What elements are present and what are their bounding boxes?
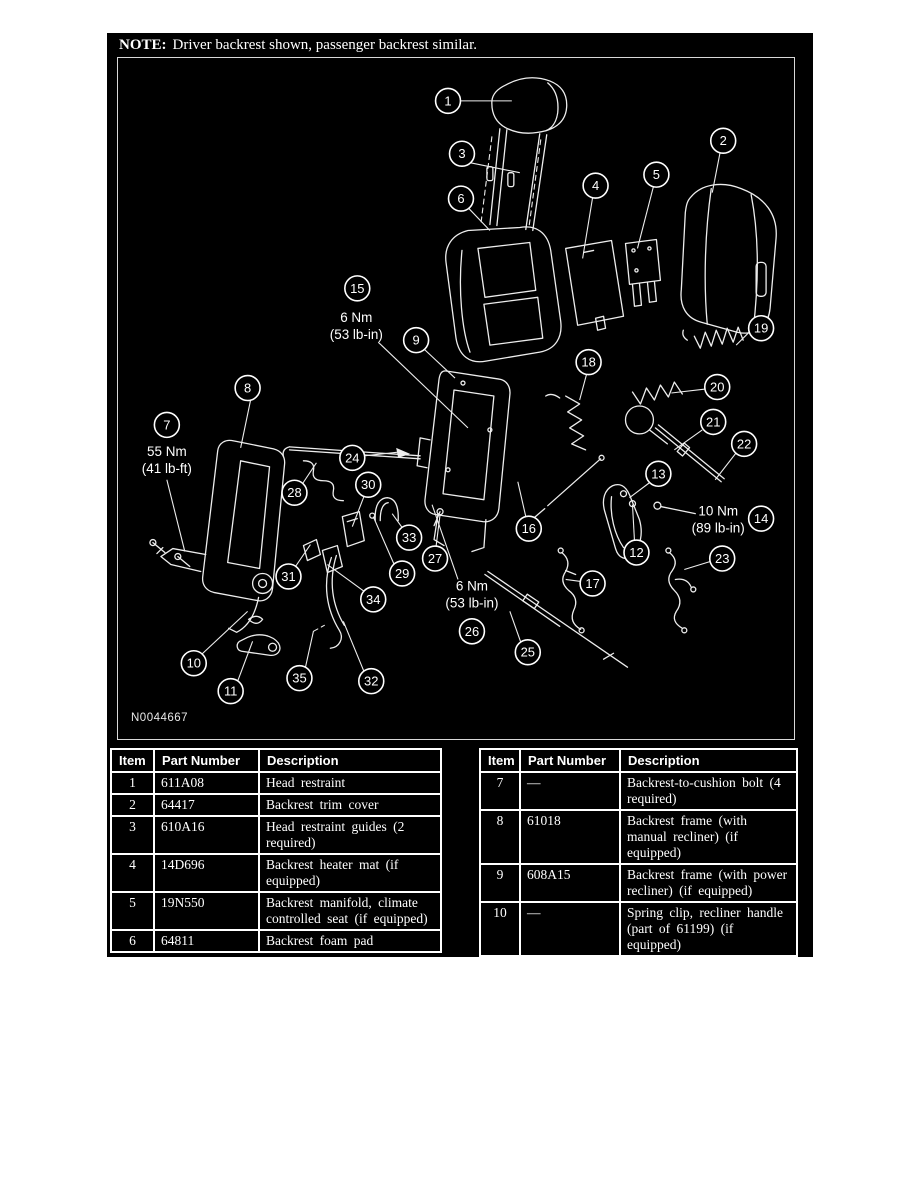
callout-number: 1 bbox=[444, 93, 452, 109]
torque-label-14 bbox=[692, 504, 745, 536]
callout-leader-line bbox=[468, 208, 490, 231]
callout-4 bbox=[583, 173, 608, 258]
cell-item: 9 bbox=[480, 864, 520, 902]
callout-22 bbox=[715, 431, 756, 479]
callout-number: 10 bbox=[186, 655, 201, 671]
callout-number: 27 bbox=[427, 551, 443, 567]
callout-leader-line bbox=[424, 349, 455, 378]
callout-number: 3 bbox=[458, 146, 466, 162]
cell-desc: Head restraint bbox=[259, 772, 441, 794]
callout-leader-line bbox=[637, 187, 653, 249]
col-header-item: Item bbox=[111, 749, 154, 772]
table-row bbox=[111, 772, 441, 794]
callout-3 bbox=[450, 141, 520, 172]
callout-leader-line bbox=[632, 505, 634, 541]
callout-number: 4 bbox=[591, 178, 600, 194]
callout-number: 5 bbox=[652, 167, 661, 183]
cell-item: 10 bbox=[480, 902, 520, 956]
callout-number: 35 bbox=[292, 670, 307, 686]
figure-id: N0044667 bbox=[131, 712, 189, 724]
cell-item: 3 bbox=[111, 816, 154, 854]
callout-9 bbox=[404, 328, 455, 378]
trim-cover-art bbox=[681, 184, 776, 333]
callout-number: 33 bbox=[401, 530, 417, 546]
table-row bbox=[111, 892, 441, 930]
harness17-art bbox=[558, 548, 584, 633]
callout-leader-line bbox=[736, 332, 749, 345]
note bbox=[119, 37, 477, 54]
callout-number: 14 bbox=[753, 511, 769, 527]
callout-number: 21 bbox=[706, 414, 721, 430]
callout-number: 25 bbox=[520, 644, 535, 660]
table-row bbox=[111, 854, 441, 892]
power-frame-art bbox=[417, 371, 510, 552]
cell-item: 5 bbox=[111, 892, 154, 930]
callout-32 bbox=[343, 621, 383, 693]
cell-part: — bbox=[520, 902, 620, 956]
callout-number: 13 bbox=[651, 466, 666, 482]
callout-33 bbox=[392, 514, 421, 550]
cell-item: 7 bbox=[480, 772, 520, 810]
cell-part: 608A15 bbox=[520, 864, 620, 902]
table-header-row bbox=[480, 749, 797, 772]
torque-label-line: (41 lb-ft) bbox=[141, 460, 192, 476]
callout-35 bbox=[287, 631, 313, 690]
heater-mat-art bbox=[566, 240, 624, 330]
callout-leader-line bbox=[580, 374, 587, 400]
callout-14 bbox=[749, 506, 774, 531]
note-label: NOTE: bbox=[119, 37, 167, 53]
callout-number: 15 bbox=[350, 280, 365, 296]
callout-number: 2 bbox=[719, 133, 727, 149]
callout-leader-line bbox=[202, 611, 248, 654]
cell-part: 14D696 bbox=[154, 854, 259, 892]
cell-item: 2 bbox=[111, 794, 154, 816]
continued-note-left: (Continued) bbox=[114, 956, 175, 970]
table-row bbox=[480, 902, 797, 956]
callout-24 bbox=[340, 445, 401, 470]
callout-number: 23 bbox=[715, 551, 730, 567]
callout-leader-line bbox=[629, 483, 649, 498]
cell-part: 64417 bbox=[154, 794, 259, 816]
table-row bbox=[111, 930, 441, 952]
manifold-bracket-art bbox=[625, 239, 660, 306]
torque-label-line: (53 lb-in) bbox=[329, 327, 383, 343]
callout-leader-line bbox=[684, 562, 710, 570]
callout-number: 8 bbox=[244, 380, 252, 396]
torque-label-line: 10 Nm bbox=[698, 503, 739, 519]
callout-number: 11 bbox=[223, 683, 238, 699]
callout-leader-line bbox=[518, 482, 526, 517]
callout-number: 6 bbox=[457, 191, 465, 207]
cell-desc: Head restraint guides (2 required) bbox=[259, 816, 441, 854]
torque-label-line: (53 lb-in) bbox=[445, 595, 499, 611]
parts-table bbox=[479, 748, 798, 995]
callout-8 bbox=[235, 376, 260, 448]
callout-leader-line bbox=[238, 641, 253, 681]
callout-23 bbox=[684, 546, 734, 571]
col-header-description: Description bbox=[259, 749, 441, 772]
figure-panel bbox=[107, 33, 813, 1012]
callout-leader-line bbox=[343, 621, 364, 672]
cell-part: 61199 bbox=[520, 956, 620, 994]
cell-desc: Backrest trim cover bbox=[259, 794, 441, 816]
cell-part: — bbox=[520, 772, 620, 810]
callout-leader-line bbox=[510, 611, 521, 642]
torque-label-line: 55 Nm bbox=[147, 443, 187, 459]
col-header-description: Description bbox=[620, 749, 797, 772]
cell-desc: Backrest foam pad bbox=[259, 930, 441, 952]
cell-item: 4 bbox=[111, 854, 154, 892]
callout-number: 22 bbox=[736, 436, 752, 452]
callout-16 bbox=[516, 482, 541, 541]
callout-leader-line bbox=[241, 400, 251, 448]
callout-18 bbox=[576, 350, 601, 400]
callout-15 bbox=[345, 276, 468, 428]
callout-34 bbox=[327, 565, 385, 612]
cell-desc: Backrest-to-cushion bolt (4 required) bbox=[620, 772, 797, 810]
callout-1 bbox=[436, 88, 512, 113]
callout-layer bbox=[154, 88, 773, 703]
callout-number: 31 bbox=[281, 568, 296, 584]
callout-leader-line bbox=[583, 198, 593, 259]
torque-label-7 bbox=[142, 444, 192, 476]
torque-label-26 bbox=[445, 578, 498, 610]
callout-number: 28 bbox=[287, 485, 302, 501]
parts-table bbox=[110, 748, 442, 953]
callout-number: 7 bbox=[163, 417, 171, 433]
callout-leader-line bbox=[378, 342, 468, 428]
table-row bbox=[480, 956, 797, 994]
callout-13 bbox=[629, 461, 670, 497]
cell-desc: Backrest heater mat (if equipped) bbox=[259, 854, 441, 892]
callout-31 bbox=[276, 545, 310, 589]
callout-11 bbox=[218, 641, 252, 703]
callout-number: 16 bbox=[521, 521, 536, 537]
cell-item: 1 bbox=[111, 772, 154, 794]
callout-number: 20 bbox=[710, 379, 725, 395]
callout-leader-line bbox=[305, 631, 313, 667]
continued-note-right: (Continued) bbox=[483, 998, 544, 1012]
callout-number: 19 bbox=[753, 320, 769, 336]
callout-number: 18 bbox=[581, 354, 596, 370]
callout-25 bbox=[510, 611, 540, 664]
foam-pad-art bbox=[446, 227, 561, 362]
note-text: Driver backrest shown, passenger backrest similar. bbox=[172, 37, 478, 53]
callout-number: 29 bbox=[394, 565, 410, 581]
cell-item: 6 bbox=[111, 930, 154, 952]
callout-20 bbox=[671, 375, 729, 400]
exploded-seat-diagram bbox=[118, 58, 794, 739]
cell-part: 19N550 bbox=[154, 892, 259, 930]
strap32-art bbox=[313, 556, 344, 649]
table-row bbox=[111, 816, 441, 854]
torque-label-line: 6 Nm bbox=[340, 310, 373, 326]
callout-number: 32 bbox=[364, 673, 379, 689]
callout-6 bbox=[449, 186, 490, 230]
cell-desc: Backrest frame (with manual recliner) (if equipped) bbox=[620, 810, 797, 864]
callout-leader-line bbox=[302, 463, 316, 484]
col-header-item: Item bbox=[480, 749, 520, 772]
cell-desc: Handle, recliner (if equipped) bbox=[620, 956, 797, 994]
callout-leader-line bbox=[566, 579, 581, 581]
col-header-part-number: Part Number bbox=[520, 749, 620, 772]
callout-28 bbox=[282, 463, 316, 505]
callout-number: 34 bbox=[366, 591, 381, 607]
torque-10nm-leader bbox=[654, 502, 695, 513]
callout-21 bbox=[674, 409, 725, 449]
cell-part: 611A08 bbox=[154, 772, 259, 794]
table-row bbox=[480, 772, 797, 810]
callout-number: 9 bbox=[412, 332, 420, 348]
cell-part: 610A16 bbox=[154, 816, 259, 854]
callout-leader-line bbox=[712, 152, 720, 193]
callout-leader-line bbox=[671, 389, 705, 393]
callout-leader-line bbox=[392, 514, 402, 528]
cell-part: 64811 bbox=[154, 930, 259, 952]
callout-leader-line bbox=[715, 453, 736, 480]
parts-table-left bbox=[110, 748, 442, 971]
callout-number: 24 bbox=[345, 450, 360, 466]
callout-leader-line bbox=[373, 517, 394, 565]
cell-desc: Spring clip, recliner handle (part of 61199) (if equipped) bbox=[620, 902, 797, 956]
table-header-row bbox=[111, 749, 441, 772]
callout-leader-line bbox=[295, 545, 310, 567]
callout-leader-line bbox=[352, 496, 364, 527]
table-row bbox=[111, 794, 441, 816]
callout-leader-line bbox=[327, 565, 364, 592]
callout-number: 12 bbox=[629, 545, 644, 561]
torque-label-line: (89 lb-in) bbox=[691, 520, 745, 536]
table-row bbox=[480, 810, 797, 864]
diagram-frame bbox=[117, 57, 795, 740]
small-brackets-art bbox=[303, 509, 443, 573]
cell-part: 61018 bbox=[520, 810, 620, 864]
recliner-handle-art bbox=[237, 616, 280, 655]
col-header-part-number: Part Number bbox=[154, 749, 259, 772]
callout-number: 26 bbox=[464, 623, 480, 639]
wire23-art bbox=[666, 548, 696, 633]
rod25-art bbox=[485, 571, 628, 667]
table-row bbox=[480, 864, 797, 902]
callout-26 bbox=[432, 505, 484, 644]
cell-desc: Backrest frame (with power recliner) (if equipped) bbox=[620, 864, 797, 902]
rod16-art bbox=[531, 455, 604, 520]
callout-leader-line bbox=[167, 480, 185, 552]
torque-label-15 bbox=[330, 310, 383, 342]
spring28-art bbox=[303, 461, 343, 501]
cell-item: 11 bbox=[480, 956, 520, 994]
cell-desc: Backrest manifold, climate controlled seat (if equipped) bbox=[259, 892, 441, 930]
callout-19 bbox=[736, 316, 773, 345]
callout-7 bbox=[154, 412, 184, 551]
torque-label-line: 6 Nm bbox=[455, 578, 489, 594]
cell-item: 8 bbox=[480, 810, 520, 864]
callout-number: 17 bbox=[585, 575, 600, 591]
callout-5 bbox=[637, 162, 668, 248]
parts-table-right bbox=[479, 748, 798, 1013]
callout-number: 30 bbox=[361, 477, 376, 493]
callout-2 bbox=[711, 128, 736, 192]
